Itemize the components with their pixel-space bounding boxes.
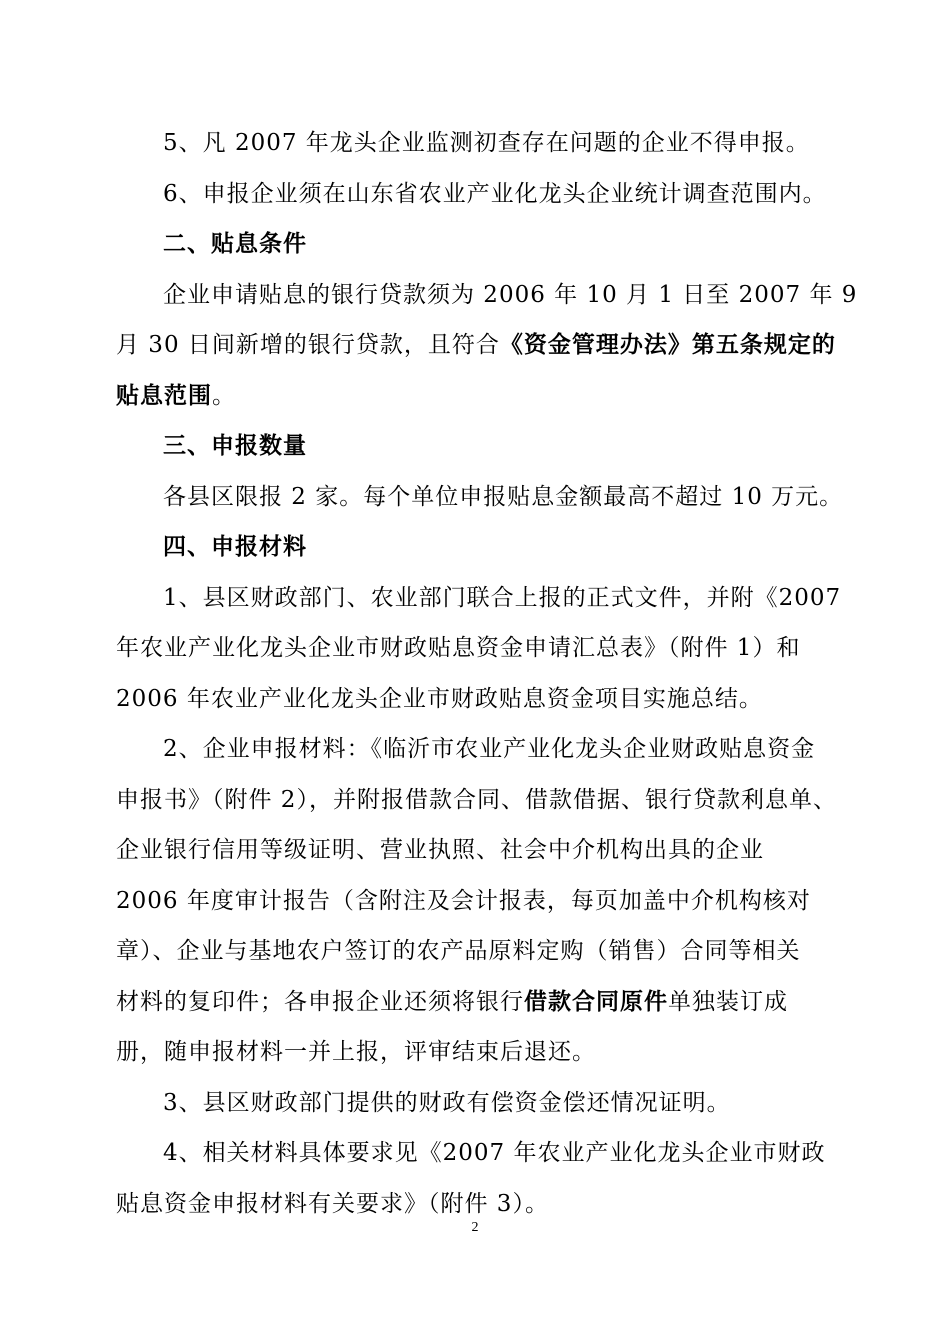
paragraph-line: 申报书》（附件 2），并附报借款合同、借款借据、银行贷款利息单、 xyxy=(116,787,837,813)
paragraph-line: 4、相关材料具体要求见《2007 年农业产业化龙头企业市财政 xyxy=(163,1140,826,1166)
paragraph-line xyxy=(0,330,950,360)
paragraph-line: 2、企业申报材料：《临沂市农业产业化龙头企业财政贴息资金 xyxy=(163,736,816,762)
paragraph-line: 各县区限报 2 家。每个单位申报贴息金额最高不超过 10 万元。 xyxy=(163,484,844,510)
paragraph-line xyxy=(0,381,950,411)
paragraph-line: 册，随申报材料一并上报，评审结束后退还。 xyxy=(116,1039,596,1065)
text-span: 材料的复印件；各申报企业还须将银行 xyxy=(116,989,524,1015)
paragraph-line xyxy=(0,987,950,1017)
paragraph-line: 企业银行信用等级证明、营业执照、社会中介机构出具的企业 xyxy=(116,837,764,863)
paragraph-line: 2006 年农业产业化龙头企业市财政贴息资金项目实施总结。 xyxy=(116,686,763,712)
bold-text-span: 借款合同原件 xyxy=(524,989,668,1015)
paragraph-line: 年农业产业化龙头企业市财政贴息资金申请汇总表》（附件 1）和 xyxy=(116,635,801,661)
paragraph-line: 5、凡 2007 年龙头企业监测初查存在问题的企业不得申报。 xyxy=(163,130,810,156)
page-number: 2 xyxy=(471,1220,479,1235)
paragraph-line: 章）、企业与基地农户签订的农产品原料定购（销售）合同等相关 xyxy=(116,938,801,964)
text-span: 月 30 日间新增的银行贷款，且符合 xyxy=(116,332,500,358)
section-heading: 三、申报数量 xyxy=(163,433,307,459)
paragraph-line: 贴息资金申报材料有关要求》（附件 3）。 xyxy=(116,1191,549,1217)
section-heading: 二、贴息条件 xyxy=(163,231,307,257)
paragraph-line: 2006 年度审计报告（含附注及会计报表，每页加盖中介机构核对 xyxy=(116,888,811,914)
paragraph-line: 1、县区财政部门、农业部门联合上报的正式文件，并附《2007 xyxy=(163,585,842,611)
section-heading: 四、申报材料 xyxy=(163,534,307,560)
paragraph-line: 6、申报企业须在山东省农业产业化龙头企业统计调查范围内。 xyxy=(163,181,827,207)
text-span: 单独装订成 xyxy=(668,989,788,1015)
bold-text-span: 《资金管理办法》第五条规定的 xyxy=(499,332,836,358)
paragraph-line: 企业申请贴息的银行贷款须为 2006 年 10 月 1 日至 2007 年 9 xyxy=(163,282,858,308)
paragraph-line: 3、县区财政部门提供的财政有偿资金偿还情况证明。 xyxy=(163,1090,731,1116)
text-span: 。 xyxy=(212,383,236,409)
bold-text-span: 贴息范围 xyxy=(116,383,212,409)
